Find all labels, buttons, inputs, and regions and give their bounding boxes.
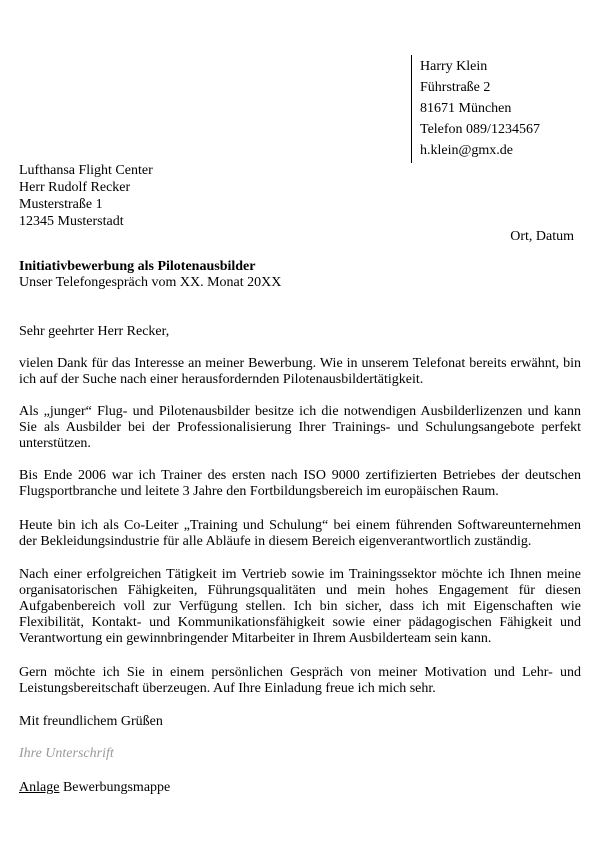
attachment-line: [19, 779, 170, 796]
sender-city: 81671 München: [420, 101, 512, 116]
body-paragraph-4: Heute bin ich als Co-Leiter „Training und Schulung“ bei einem führenden Softwareunternehmen der Bekleidungsindustrie für alle Abläufe in diesem Bereich eigenverantwortlich zuständig.: [19, 518, 581, 549]
letter-date: Ort, Datum: [510, 229, 574, 244]
recipient-person: Herr Rudolf Recker: [19, 180, 131, 195]
sender-email: h.klein@gmx.de: [420, 143, 513, 158]
salutation: Sehr geehrter Herr Recker,: [19, 324, 170, 339]
body-paragraph-6: Gern möchte ich Sie in einem persönlichen Gespräch von meiner Motivation und Lehr- und Leistungsbereitschaft überzeugen. Auf Ihre Einladung freue ich mich sehr.: [19, 665, 581, 696]
subject-reference: Unser Telefongespräch vom XX. Monat 20XX: [19, 275, 282, 290]
body-paragraph-2: Als „junger“ Flug- und Pilotenausbilder besitze ich die notwendigen Ausbilderlizenzen und kann Sie als Ausbilder bei der Professionalisierung Ihrer Trainings- und Schulungsangebote perfekt unterstützen.: [19, 404, 581, 451]
subject-title: Initiativbewerbung als Pilotenausbilder: [19, 259, 256, 274]
sender-street: Führstraße 2: [420, 80, 491, 95]
recipient-address-block: [19, 162, 153, 230]
sender-name: Harry Klein: [420, 59, 488, 74]
body-paragraph-1: vielen Dank für das Interesse an meiner Bewerbung. Wie in unserem Telefonat bereits erwähnt, bin ich auf der Suche nach einer herausfordernden Pilotenausbildertätigkeit.: [19, 356, 581, 387]
recipient-city: 12345 Musterstadt: [19, 214, 124, 229]
recipient-street: Musterstraße 1: [19, 197, 103, 212]
subject-block: [19, 259, 281, 291]
signature-placeholder: Ihre Unterschrift: [19, 746, 114, 761]
body-paragraph-5: Nach einer erfolgreichen Tätigkeit im Vertrieb sowie im Trainingssektor möchte ich Ihnen meine organisatorischen Fähigkeiten, Führungsqualitäten und mein hohes Engagement für diesen Aufgabenbereich voll zur Verfügung stellen. Ich bin sicher, dass ich mit Eigenschaften wie Flexibilität, Kontakt- und Kommunikationsfähigkeit sowie einer pädagogischen Fähigkeit und Verantwortung ein gewinnbringender Mitarbeiter in Ihrem Ausbilderteam sein kann.: [19, 567, 581, 646]
body-paragraph-3: Bis Ende 2006 war ich Trainer des ersten nach ISO 9000 zertifizierten Betriebes der deutschen Flugsportbranche und leitete 3 Jahre den Fortbildungsbereich im europäischen Raum.: [19, 468, 581, 499]
sender-address-block: [411, 55, 572, 163]
sender-phone: Telefon 089/1234567: [420, 122, 540, 137]
recipient-company: Lufthansa Flight Center: [19, 163, 153, 178]
attachment-text: Bewerbungsmappe: [62, 780, 171, 795]
attachment-label: Anlage: [19, 780, 60, 795]
closing: Mit freundlichem Grüßen: [19, 714, 163, 729]
